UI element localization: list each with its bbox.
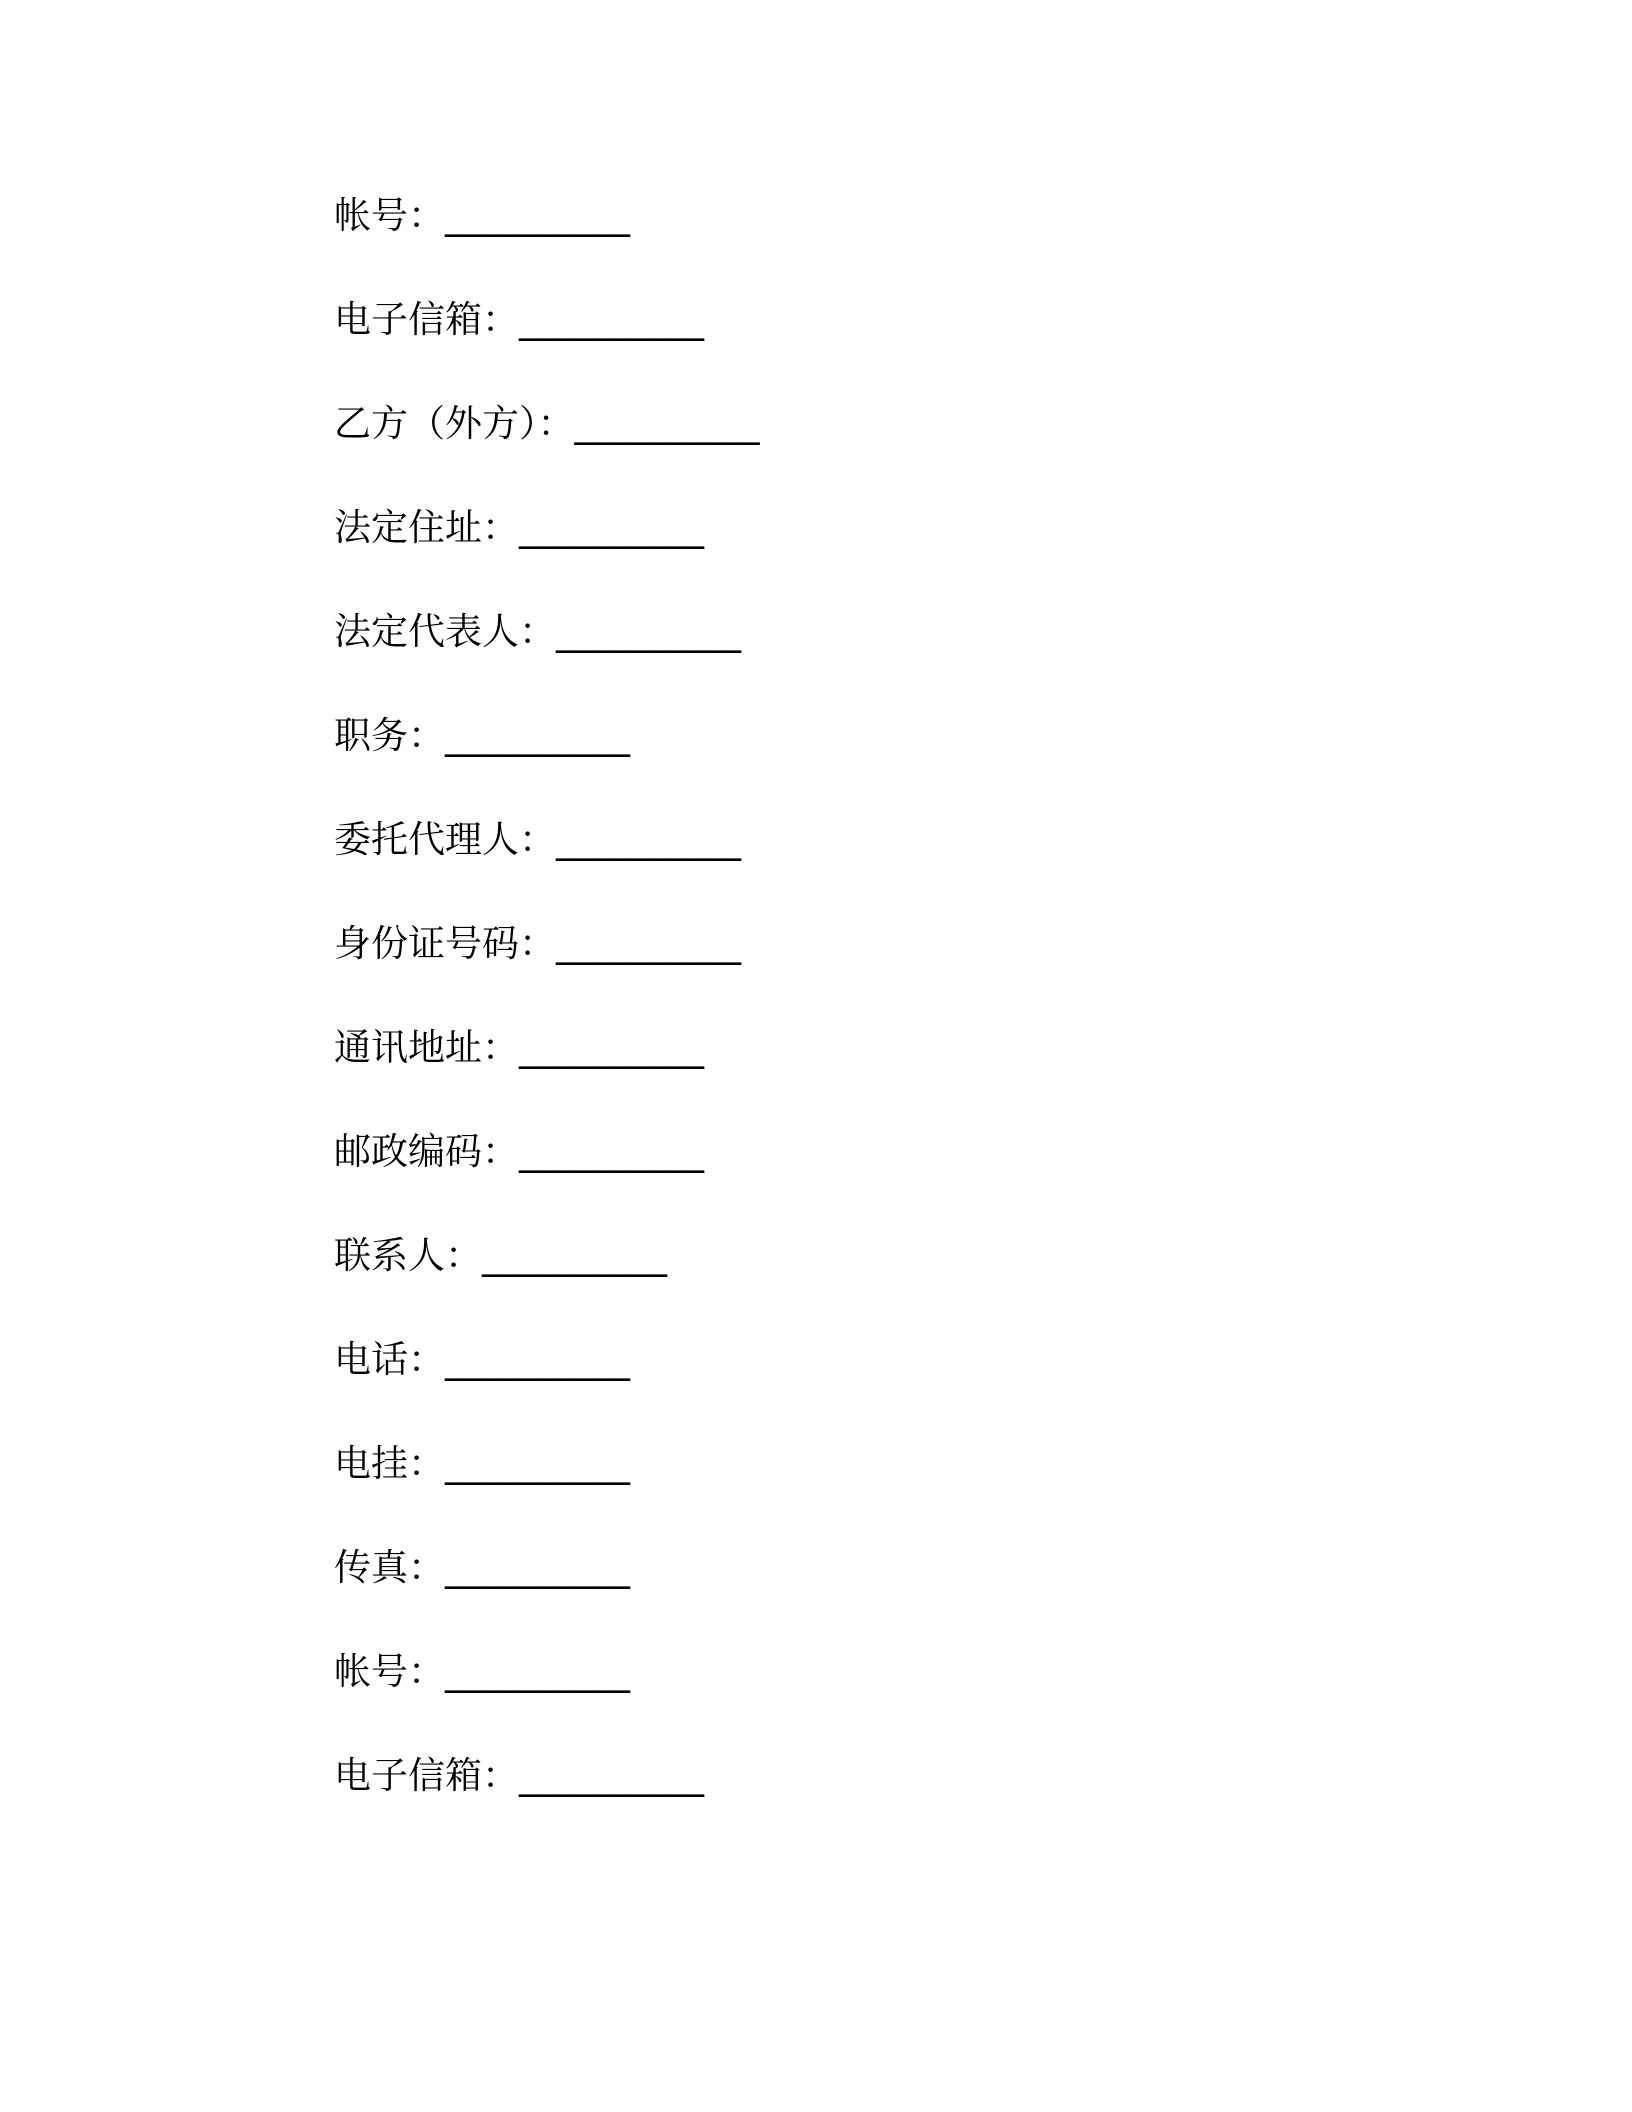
field-phone: 电话：__________ (334, 1338, 630, 1381)
field-postal-code: 邮政编码：__________ (334, 1130, 704, 1173)
field-email-2: 电子信箱：__________ (334, 1754, 704, 1797)
form-field-list (334, 182, 1334, 1846)
field-legal-address: 法定住址：__________ (334, 506, 704, 549)
field-authorized-agent: 委托代理人：__________ (334, 818, 741, 861)
field-legal-representative: 法定代表人：__________ (334, 610, 741, 653)
field-fax: 传真：__________ (334, 1546, 630, 1589)
field-id-number: 身份证号码：__________ (334, 922, 741, 965)
field-telegraph: 电挂：__________ (334, 1442, 630, 1485)
field-mailing-address: 通讯地址：__________ (334, 1026, 704, 1069)
field-account-2: 帐号：__________ (334, 1650, 630, 1693)
field-account: 帐号：__________ (334, 194, 630, 237)
field-email: 电子信箱：__________ (334, 298, 704, 341)
field-party-b: 乙方（外方）：__________ (334, 402, 760, 445)
field-contact-person: 联系人：__________ (334, 1234, 667, 1277)
field-position: 职务：__________ (334, 714, 630, 757)
